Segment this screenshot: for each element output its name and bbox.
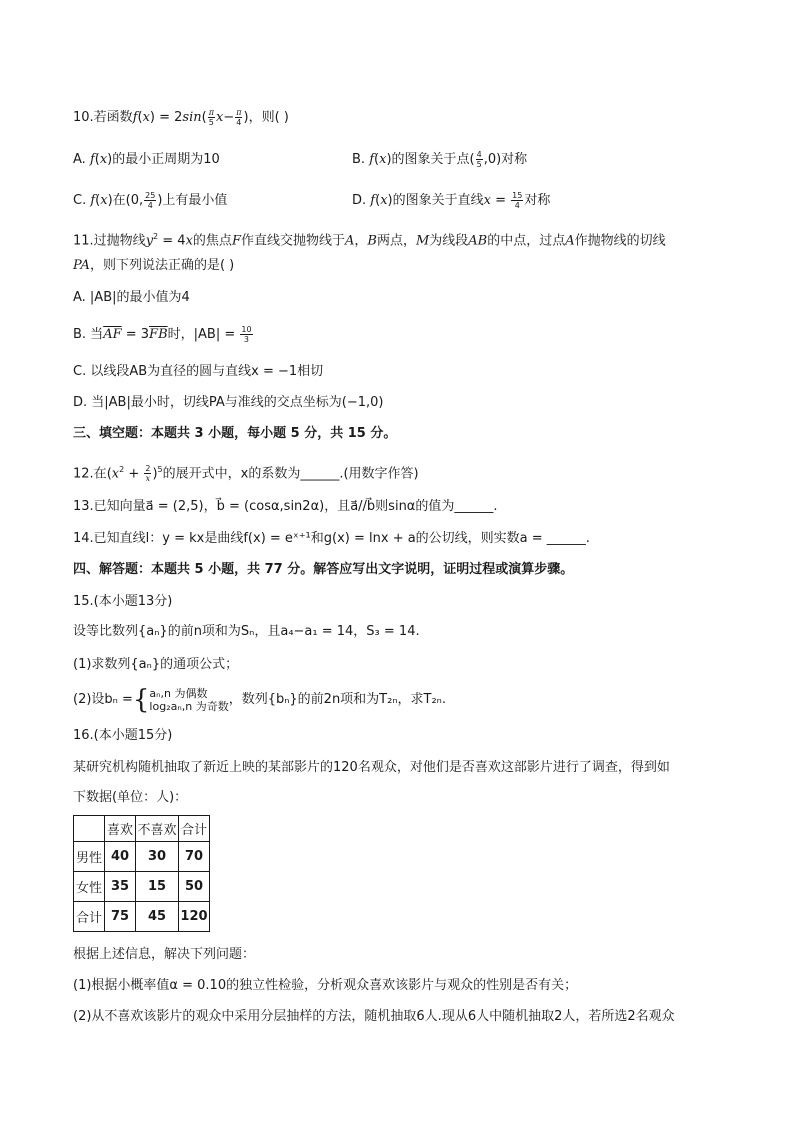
q15-part2-suffix: ，数列{bₙ}的前2n项和为T₂ₙ，求T₂ₙ. [228, 692, 446, 707]
q15-part1: (1)求数列{aₙ}的通项公式； [73, 657, 239, 672]
q11-text: 作抛物线的切线 [574, 233, 666, 249]
option-d-text1: 的图象关于直线 [392, 193, 484, 208]
q14: 14.已知直线l：y = kx是曲线f(x) = eˣ⁺¹和g(x) = lnx + a的公切线，则实数a = ______. [73, 531, 590, 546]
q16-stem-line1: 某研究机构随机抽取了新近上映的某部影片的120名观众，对他们是否喜欢这部影片进行了调查，得到如 [73, 760, 670, 775]
table-header-cell: 喜欢 [105, 816, 136, 842]
survey-table [73, 815, 210, 932]
q16-part2: (2)从不喜欢该影片的观众中采用分层抽样的方法，随机抽取6人.现从6人中随机抽取2人，若所选2名观众 [73, 1009, 675, 1024]
q11-option-a: A. |AB|的最小值为4 [73, 290, 190, 305]
q16-stem-line2: 下数据(单位：人)： [73, 790, 188, 805]
q15-stem: 设等比数列{aₙ}的前n项和为Sₙ，且a₄−a₁ = 14，S₃ = 14. [73, 624, 420, 639]
q10-suffix: ，则( ) [248, 110, 289, 125]
q12-prefix: 12.在 [73, 466, 107, 482]
q16-after-table: 根据上述信息，解决下列问题： [73, 947, 256, 962]
table-cell: 女性 [74, 872, 105, 902]
q11-line2: PA，则下列说法正确的是( ) [73, 258, 235, 273]
option-c-label: C. [73, 193, 87, 208]
table-row [74, 872, 210, 902]
table-cell: 75 [105, 902, 136, 932]
table-cell: 50 [179, 872, 210, 902]
q11-text: 作直线交抛物线于 [240, 233, 345, 249]
q15-part2 [73, 686, 446, 714]
brace-symbol: { [132, 684, 150, 715]
section-3-heading: 三、填空题：本题共 3 小题，每小题 5 分，共 15 分。 [73, 426, 397, 441]
q11-option-c: C. 以线段AB为直径的圆与直线x = −1相切 [73, 364, 324, 379]
table-header-cell [74, 816, 105, 842]
option-a-text: 的最小正周期为10 [112, 152, 220, 167]
option-a-label: A. [73, 152, 86, 167]
q11-text: 的焦点 [192, 233, 232, 249]
q13: 13.已知向量a⃗ = (2,5)，b⃗ = (cosα,sin2α)，且a⃗//b⃗则sinα的值为______. [73, 499, 498, 514]
q11-text: 11.过抛物线 [73, 233, 146, 249]
q11-text: 两点， [376, 233, 416, 249]
q11-option-d: D. 当|AB|最小时，切线PA与准线的交点坐标为(−1,0) [73, 395, 384, 410]
table-row [74, 902, 210, 932]
table-header-cell: 不喜欢 [136, 816, 179, 842]
option-b-text2: ,0)对称 [483, 152, 528, 167]
table-cell: 45 [136, 902, 179, 932]
q11-line1: 11.过抛物线$y^2 = 4x$的焦点F作直线交抛物线于A，B两点，M为线段AB的中点，过点A作抛物线的切线 [73, 232, 666, 249]
table-cell: 合计 [74, 902, 105, 932]
table-header-cell: 合计 [179, 816, 210, 842]
table-cell: 30 [136, 842, 179, 872]
q15-part2-prefix: (2)设bₙ = [73, 692, 133, 707]
q11-text: 为线段 [429, 233, 469, 249]
q11-text: ，则下列说法正确的是( ) [89, 258, 235, 273]
case-even: aₙ,n 为偶数 [149, 686, 208, 700]
option-c-text2: )上有最小值 [157, 193, 228, 208]
option-b-label: B. [352, 152, 366, 167]
q11-option-b: B. 当$\overline{AF} = 3\overline{FB}$时，|AB| = $\frac{10}{3}$ [73, 325, 252, 344]
piecewise-cases [149, 687, 228, 713]
q10-option-c: C. f(x)在(0, $\frac{25}{4}$ )上有最小值 [73, 191, 228, 210]
q16-heading: 16.(本小题15分) [73, 728, 173, 743]
table-cell: 15 [136, 872, 179, 902]
q12: 12.在($x^2$ + $\frac{2}{x}$ )$^5$的展开式中，x的系数为______.(用数字作答) [73, 464, 419, 484]
q16-part1: (1)根据小概率值α = 0.10的独立性检验，分析观众喜欢该影片与观众的性别是否有关； [73, 978, 578, 993]
table-cell: 120 [179, 902, 210, 932]
option-c-text1: 在(0, [112, 193, 144, 208]
case-odd: log₂aₙ,n 为奇数 [149, 699, 229, 713]
q10-stem: 10.若函数f(x) = 2sin( $\frac{\pi}{5}$ x− $\frac{\pi}{4}$ )，则( ) [73, 108, 289, 127]
option-d-label: D. [352, 193, 367, 208]
table-cell: 70 [179, 842, 210, 872]
option-b-prefix: B. 当 [73, 327, 104, 342]
option-d-text2: 对称 [524, 193, 551, 208]
table-cell: 男性 [74, 842, 105, 872]
q10-prefix: 10.若函数 [73, 110, 133, 125]
q10-option-a: A. f(x)的最小正周期为10 [73, 152, 220, 167]
option-b-mid: 时，|AB| = [167, 327, 236, 342]
table-row [74, 842, 210, 872]
table-cell: 35 [105, 872, 136, 902]
table-cell: 40 [105, 842, 136, 872]
option-b-text1: 的图象关于点( [391, 152, 475, 167]
section-4-heading: 四、解答题：本题共 5 小题，共 77 分。解答应写出文字说明，证明过程或演算步骤。 [73, 562, 574, 577]
table-header-row [74, 816, 210, 842]
q10-option-b: B. f(x)的图象关于点( $\frac{4}{5}$ ,0)对称 [352, 150, 528, 169]
q11-text: 的中点，过点 [487, 233, 566, 249]
q10-option-d: D. f(x)的图象关于直线x = $\frac{15}{4}$ 对称 [352, 191, 551, 210]
q15-heading: 15.(本小题13分) [73, 594, 173, 609]
q12-suffix: 的展开式中，x的系数为______.(用数字作答) [162, 466, 419, 482]
